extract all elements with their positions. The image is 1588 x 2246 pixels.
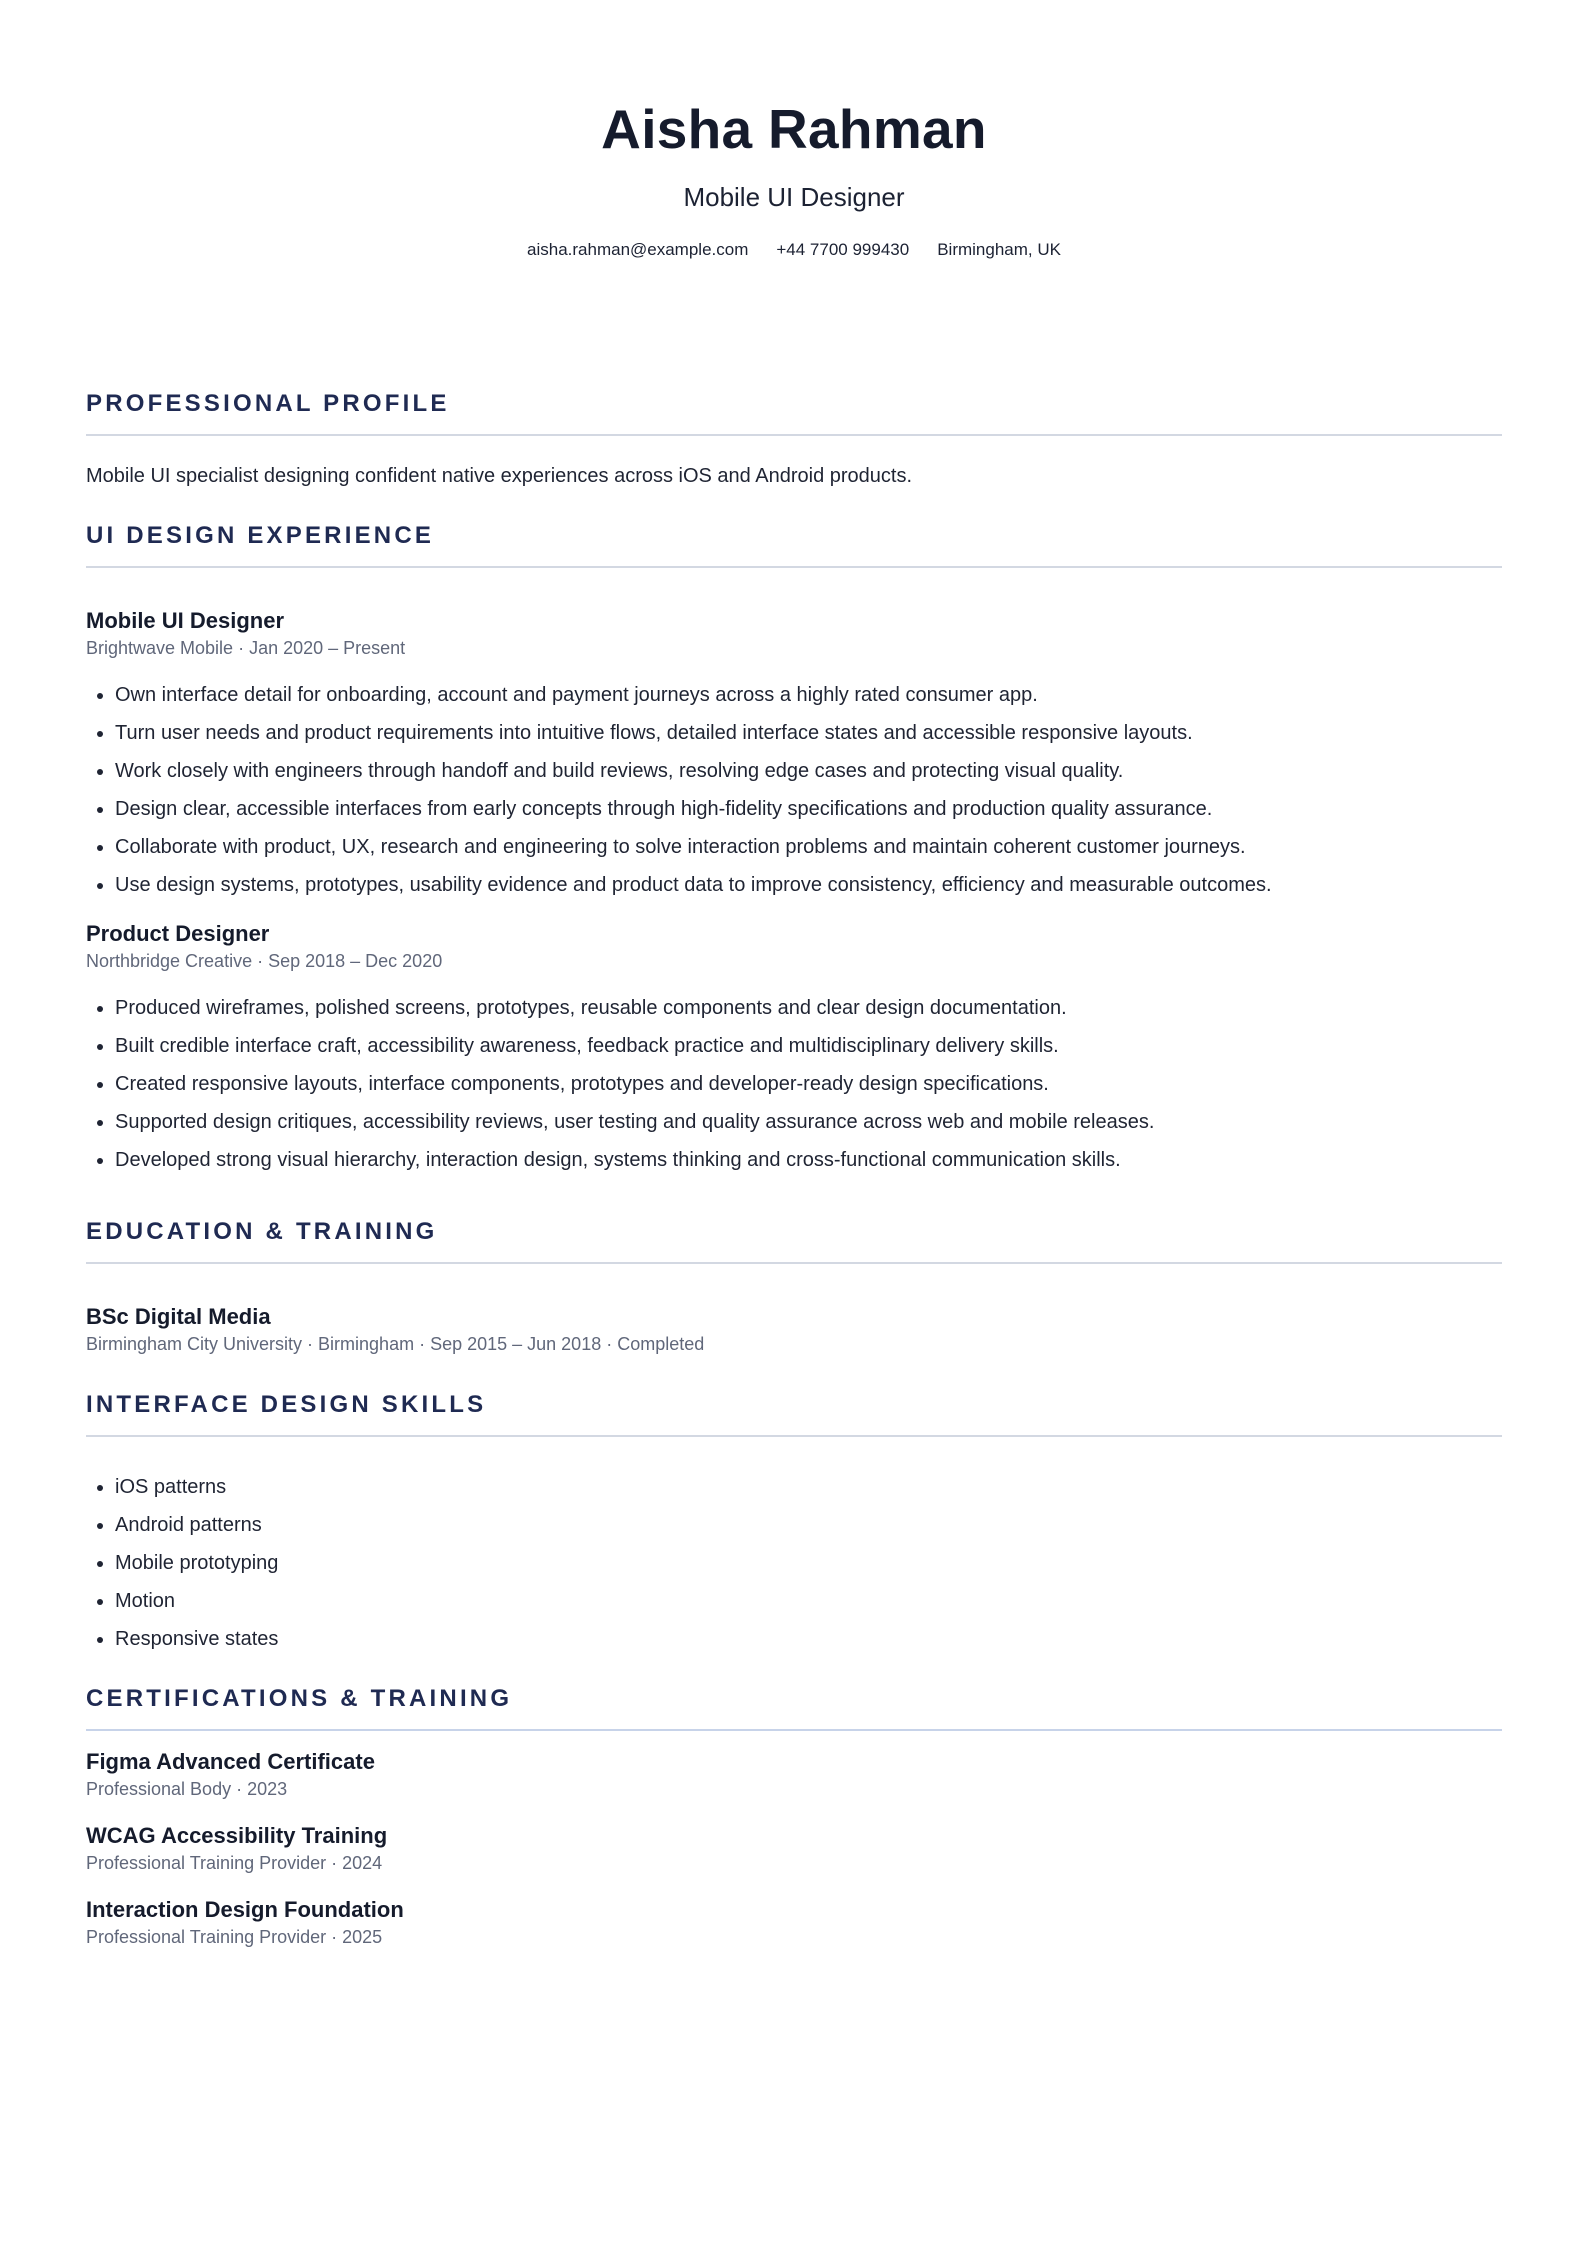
candidate-name: Aisha Rahman (601, 98, 987, 160)
certifications-section (86, 1685, 1502, 1948)
skills-list (86, 1475, 1502, 1651)
experience-section (86, 522, 1502, 1186)
section-heading-education: EDUCATION & TRAINING (86, 1218, 1502, 1264)
job-title: Mobile UI Designer (86, 608, 285, 633)
job-bullet: • Produced wireframes, polished screens, prototypes, reusable components and clear design documentation. (115, 996, 1502, 1020)
certification-meta: Professional Body · 2023 (86, 1779, 288, 1799)
job-bullet: • Work closely with engineers through handoff and build reviews, resolving edge cases and protecting visual quality. (115, 759, 1502, 783)
job-bullet: • Built credible interface craft, accessibility awareness, feedback practice and multidisciplinary delivery skills. (115, 1034, 1502, 1058)
job-bullet: • Use design systems, prototypes, usability evidence and product data to improve consistency, efficiency and measurable outcomes. (115, 873, 1502, 897)
section-heading-certifications: CERTIFICATIONS & TRAINING (86, 1685, 1502, 1731)
section-heading-skills: INTERFACE DESIGN SKILLS (86, 1391, 1502, 1437)
certification-title: Figma Advanced Certificate (86, 1749, 375, 1774)
resume-header (86, 0, 1502, 260)
skill-item: • Mobile prototyping (115, 1551, 1502, 1575)
section-heading-profile: PROFESSIONAL PROFILE (86, 390, 1502, 436)
job-bullet: • Collaborate with product, UX, research and engineering to solve interaction problems and maintain coherent customer journeys. (115, 835, 1502, 859)
certification-meta: Professional Training Provider · 2025 (86, 1927, 383, 1947)
skill-item: • Responsive states (115, 1627, 1502, 1651)
job-bullet: • Created responsive layouts, interface components, prototypes and developer-ready design specifications. (115, 1072, 1502, 1096)
job-meta: Brightwave Mobile · Jan 2020 – Present (86, 638, 406, 658)
degree-meta: Birmingham City University · Birmingham · Sep 2015 – Jun 2018 · Completed (86, 1334, 705, 1354)
job-entry (86, 608, 1502, 897)
education-section (86, 1218, 1502, 1355)
contact-phone[interactable]: +44 7700 999430 (776, 240, 910, 259)
contact-location: Birmingham, UK (937, 240, 1061, 259)
job-bullets (86, 996, 1502, 1172)
certification-entry (86, 1897, 1502, 1948)
candidate-title: Mobile UI Designer (683, 182, 905, 212)
job-bullet: • Supported design critiques, accessibility reviews, user testing and quality assurance across web and mobile releases. (115, 1110, 1502, 1134)
degree-title: BSc Digital Media (86, 1304, 271, 1329)
skill-item: • Motion (115, 1589, 1502, 1613)
job-entry (86, 921, 1502, 1172)
skill-item: • iOS patterns (115, 1475, 1502, 1499)
contact-line (86, 240, 1502, 260)
certification-entry (86, 1749, 1502, 1800)
profile-section (86, 390, 1502, 488)
job-bullets (86, 683, 1502, 897)
job-bullet: • Design clear, accessible interfaces from early concepts through high-fidelity specifications and production quality assurance. (115, 797, 1502, 821)
skills-section (86, 1391, 1502, 1665)
certification-title: WCAG Accessibility Training (86, 1823, 388, 1848)
certification-meta: Professional Training Provider · 2024 (86, 1853, 383, 1873)
section-heading-experience: UI DESIGN EXPERIENCE (86, 522, 1502, 568)
certification-entry (86, 1823, 1502, 1874)
skill-item: • Android patterns (115, 1513, 1502, 1537)
job-bullet: • Turn user needs and product requirements into intuitive flows, detailed interface states and accessible responsive layouts. (115, 721, 1502, 745)
job-bullet: • Own interface detail for onboarding, account and payment journeys across a highly rated consumer app. (115, 683, 1502, 707)
profile-summary: Mobile UI specialist designing confident native experiences across iOS and Android products. (86, 465, 913, 487)
job-title: Product Designer (86, 921, 270, 946)
contact-email[interactable]: aisha.rahman@example.com (527, 240, 749, 259)
education-entry (86, 1304, 1502, 1355)
certification-title: Interaction Design Foundation (86, 1897, 404, 1922)
job-meta: Northbridge Creative · Sep 2018 – Dec 2020 (86, 951, 443, 971)
job-bullet: • Developed strong visual hierarchy, interaction design, systems thinking and cross-functional communication skills. (115, 1148, 1502, 1172)
